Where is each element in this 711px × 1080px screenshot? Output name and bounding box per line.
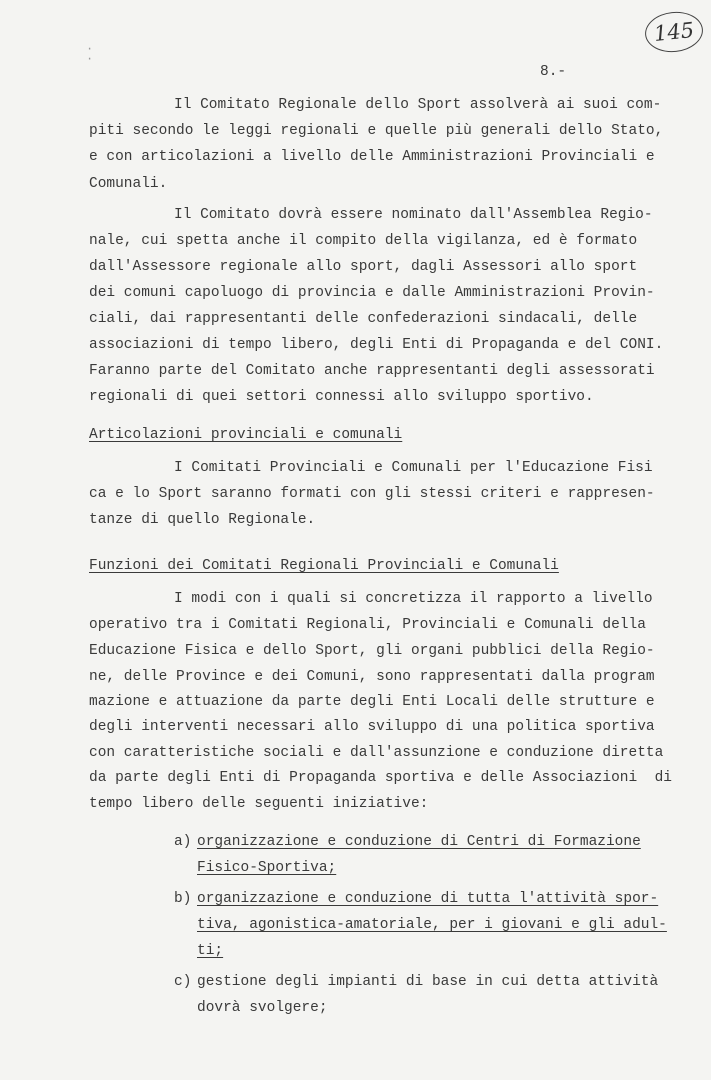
text-line: Educazione Fisica e dello Sport, gli organi pubblici della Regio- bbox=[89, 643, 655, 659]
list-item-line: tiva, agonistica-amatoriale, per i giovani e gli adul- bbox=[197, 917, 667, 933]
text-line: dall'Assessore regionale allo sport, dagli Assessori allo sport bbox=[89, 259, 638, 275]
list-item-label: b) bbox=[174, 891, 192, 907]
text-line: mazione e attuazione da parte degli Enti Locali delle strutture e bbox=[89, 694, 655, 710]
text-line: ne, delle Province e dei Comuni, sono rappresentati dalla program bbox=[89, 669, 655, 685]
text-line: Il Comitato dovrà essere nominato dall'Assemblea Regio- bbox=[174, 207, 653, 223]
section-heading: Articolazioni provinciali e comunali bbox=[89, 427, 403, 443]
list-item-label: c) bbox=[174, 974, 192, 990]
text-line: e con articolazioni a livello delle Amministrazioni Provinciali e bbox=[89, 149, 655, 165]
text-line: I modi con i quali si concretizza il rapporto a livello bbox=[174, 591, 653, 607]
list-item-line: ti; bbox=[197, 943, 224, 959]
text-line: Faranno parte del Comitato anche rappresentanti degli assessorati bbox=[89, 363, 655, 379]
list-item-line: Fisico-Sportiva; bbox=[197, 860, 337, 876]
list-item-line: gestione degli impianti di base in cui detta attività bbox=[197, 974, 659, 990]
list-item-line: dovrà svolgere; bbox=[197, 1000, 328, 1016]
text-line: nale, cui spetta anche il compito della vigilanza, ed è formato bbox=[89, 233, 638, 249]
text-line: operativo tra i Comitati Regionali, Provinciali e Comunali della bbox=[89, 617, 646, 633]
text-line: degli interventi necessari allo sviluppo di una politica sportiva bbox=[89, 719, 655, 735]
text-line: tempo libero delle seguenti iniziative: bbox=[89, 796, 429, 812]
text-line: tanze di quello Regionale. bbox=[89, 512, 316, 528]
text-line: Comunali. bbox=[89, 176, 168, 192]
text-line: I Comitati Provinciali e Comunali per l'Educazione Fisi bbox=[174, 460, 653, 476]
text-line: piti secondo le leggi regionali e quelle più generali dello Stato, bbox=[89, 123, 664, 139]
text-line: con caratteristiche sociali e dall'assunzione e conduzione diretta bbox=[89, 745, 664, 761]
text-line: ca e lo Sport saranno formati con gli stessi criteri e rappresen- bbox=[89, 486, 655, 502]
list-item-line: organizzazione e conduzione di Centri di Formazione bbox=[197, 834, 641, 850]
section-heading: Funzioni dei Comitati Regionali Provinciali e Comunali bbox=[89, 558, 559, 574]
list-item-label: a) bbox=[174, 834, 192, 850]
list-item-line: organizzazione e conduzione di tutta l'attività spor- bbox=[197, 891, 659, 907]
text-line: regionali di quei settori connessi allo sviluppo sportivo. bbox=[89, 389, 594, 405]
text-line: dei comuni capoluogo di provincia e dalle Amministrazioni Provin- bbox=[89, 285, 655, 301]
archive-page-stamp: 145 bbox=[643, 9, 705, 55]
text-line: associazioni di tempo libero, degli Enti di Propaganda e del CONI. bbox=[89, 337, 664, 353]
text-line: ciali, dai rappresentanti delle confederazioni sindacali, delle bbox=[89, 311, 638, 327]
text-line: Il Comitato Regionale dello Sport assolverà ai suoi com- bbox=[174, 97, 662, 113]
margin-mark: · · bbox=[86, 42, 94, 66]
text-line: da parte degli Enti di Propaganda sportiva e delle Associazioni di bbox=[89, 770, 672, 786]
page-number: 8.- bbox=[540, 64, 567, 80]
